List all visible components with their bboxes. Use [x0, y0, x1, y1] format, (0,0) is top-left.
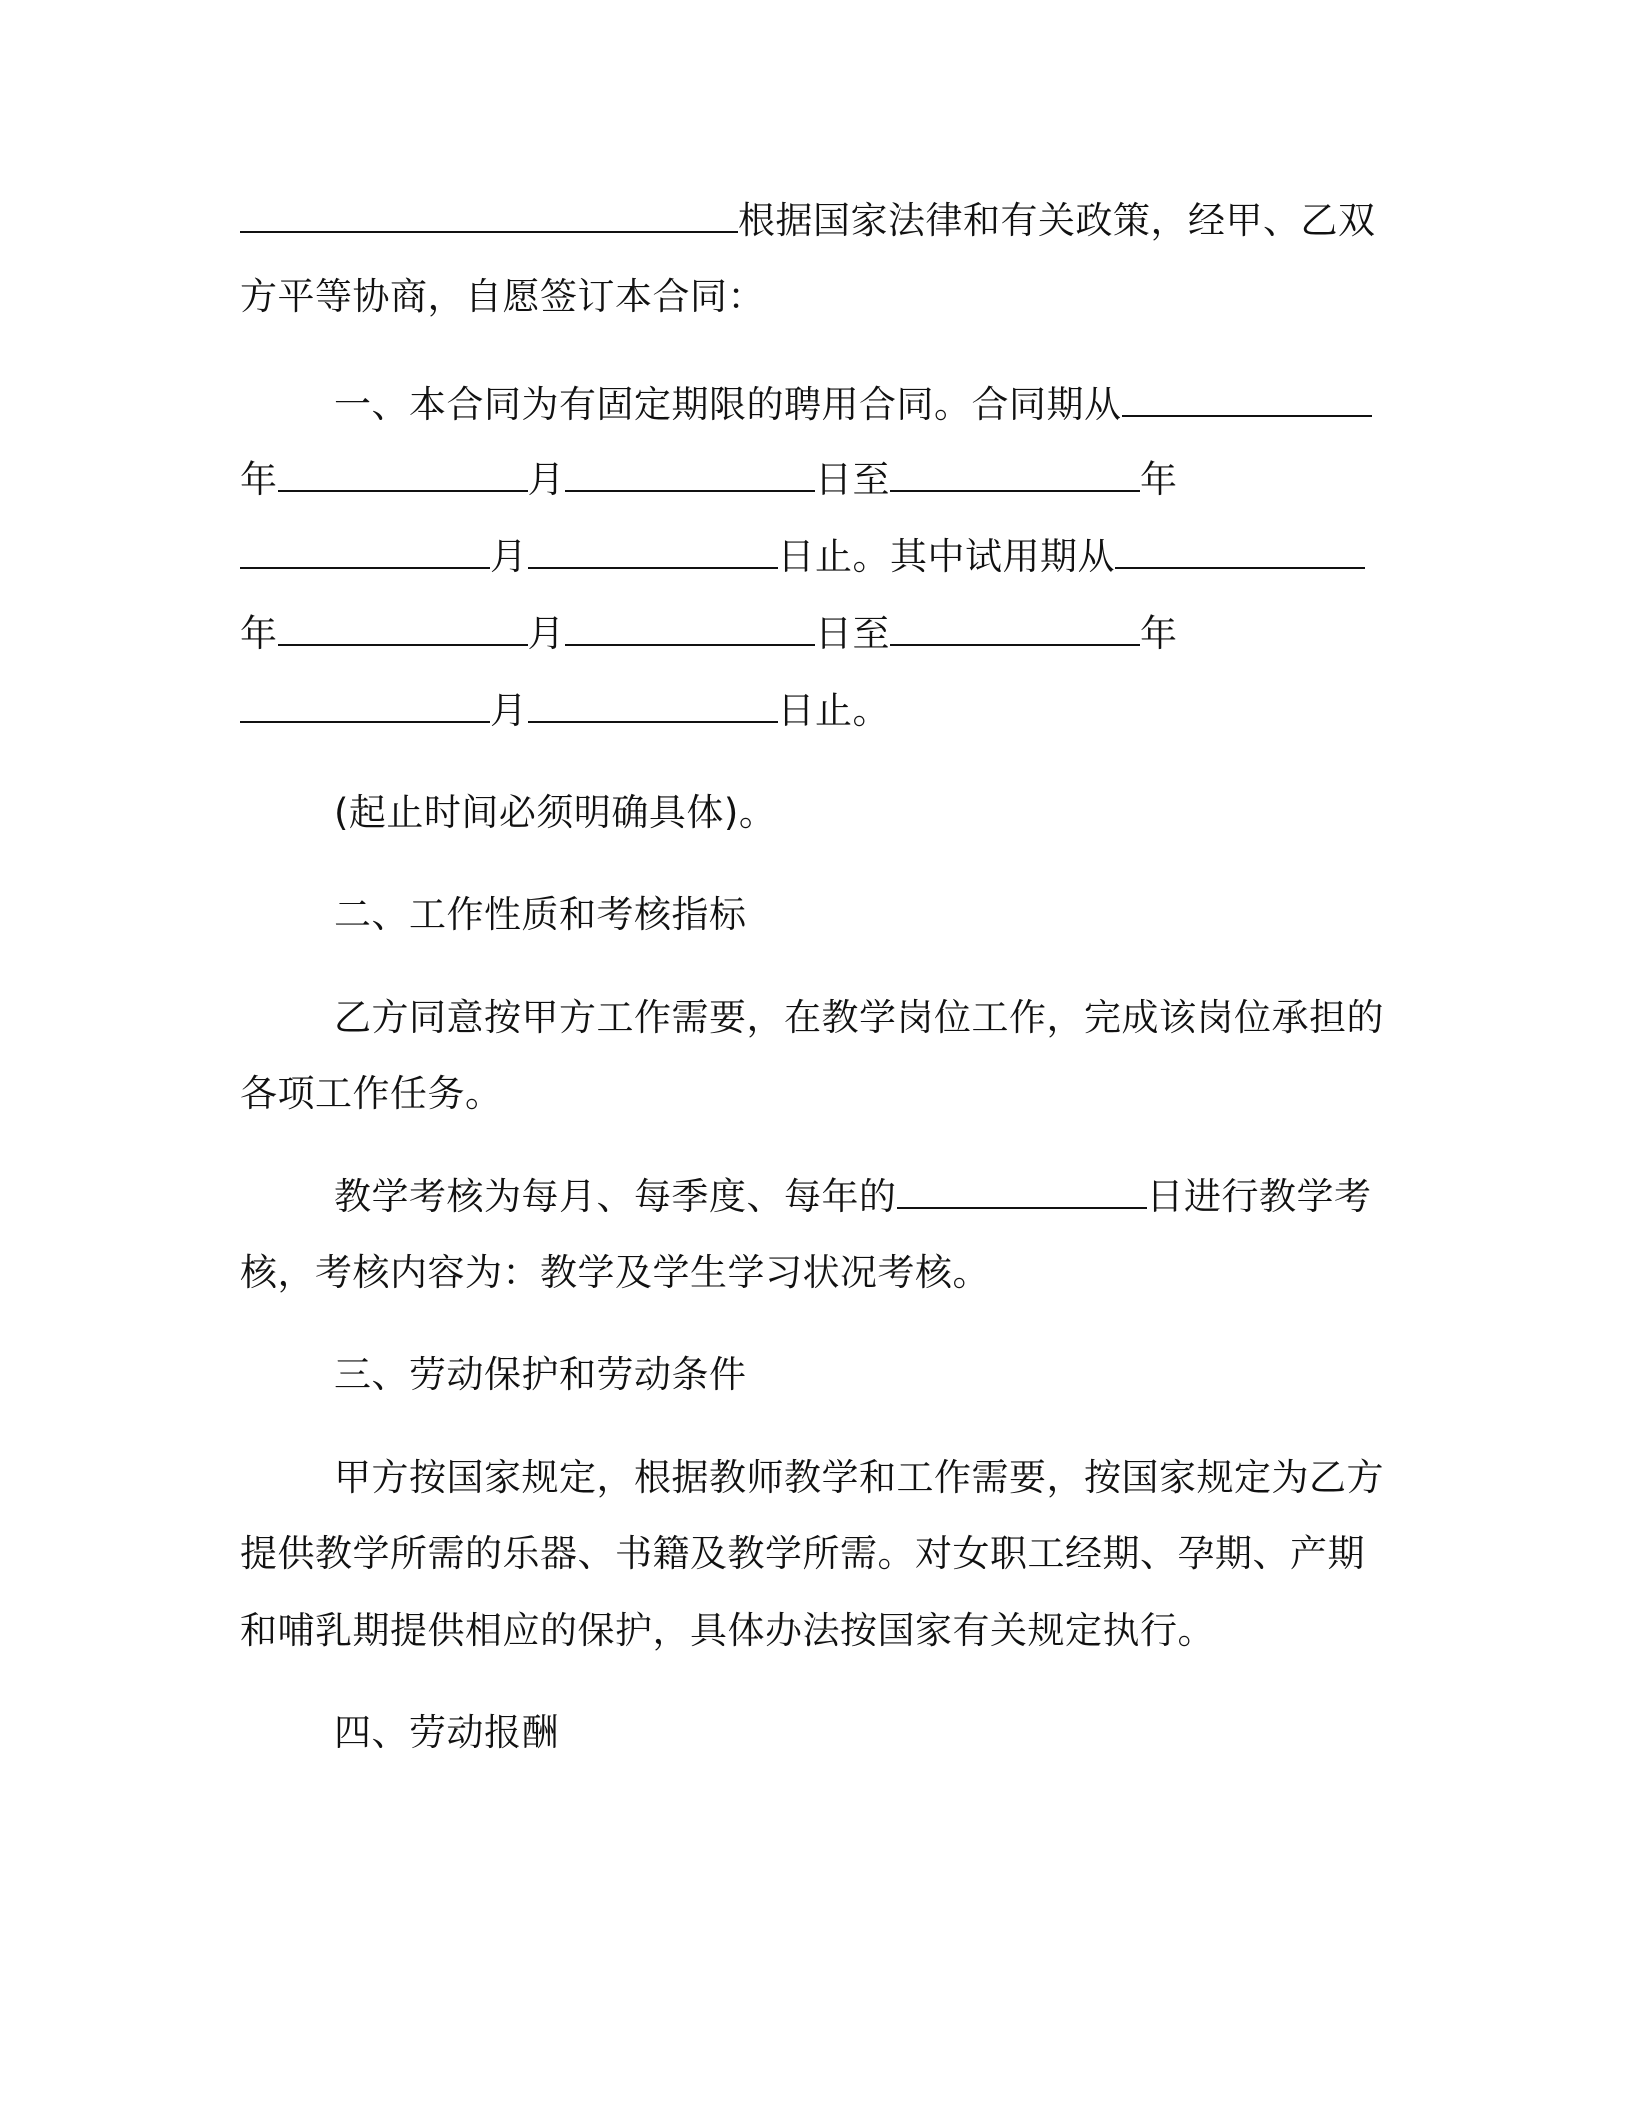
assessment-text-a: 教学考核为每月、每季度、每年的	[334, 1175, 897, 1218]
blank-field[interactable]	[565, 614, 815, 646]
section1-text: 一、本合同为有固定期限的聘用合同。合同期从	[334, 383, 1122, 426]
section2-p1-line-2: 各项工作任务。	[240, 1072, 503, 1115]
section4-heading: 四、劳动报酬	[334, 1711, 559, 1754]
blank-field[interactable]	[278, 614, 528, 646]
blank-field[interactable]	[528, 691, 778, 723]
blank-field[interactable]	[897, 1177, 1147, 1209]
section3-p1-line-2: 提供教学所需的乐器、书籍及教学所需。对女职工经期、孕期、产期	[240, 1532, 1365, 1575]
section3-p1-line-3: 和哺乳期提供相应的保护，具体办法按国家有关规定执行。	[240, 1609, 1215, 1652]
blank-field[interactable]	[565, 460, 815, 492]
day-to-label: 日至	[815, 458, 890, 501]
section1-line-2	[240, 455, 1178, 505]
section1-line-5	[240, 686, 890, 736]
month-label: 月	[490, 535, 528, 578]
year-label: 年	[240, 612, 278, 655]
section2-p1-line-1: 乙方同意按甲方工作需要，在教学岗位工作，完成该岗位承担的	[334, 996, 1384, 1039]
blank-field[interactable]	[890, 614, 1140, 646]
blank-field[interactable]	[240, 201, 738, 233]
day-to-label: 日至	[815, 612, 890, 655]
year-label: 年	[1140, 458, 1178, 501]
blank-field[interactable]	[528, 537, 778, 569]
month-label: 月	[527, 612, 565, 655]
section1-line-4	[240, 609, 1178, 659]
intro-line-1	[240, 196, 1376, 246]
assessment-text-b: 日进行教学考	[1146, 1175, 1372, 1218]
section3-heading: 三、劳动保护和劳动条件	[334, 1353, 747, 1396]
year-label: 年	[240, 458, 278, 501]
section2-p2-line-2: 核，考核内容为：教学及学生学习状况考核。	[240, 1251, 990, 1294]
day-end-label: 日止。	[777, 689, 890, 732]
intro-text-1: 根据国家法律和有关政策，经甲、乙双	[738, 199, 1376, 242]
blank-field[interactable]	[240, 691, 490, 723]
section2-p2-line-1	[334, 1172, 1372, 1222]
blank-field[interactable]	[278, 460, 528, 492]
blank-field[interactable]	[890, 460, 1140, 492]
blank-field[interactable]	[1122, 385, 1372, 417]
month-label: 月	[490, 689, 528, 732]
section1-line-1	[334, 380, 1372, 430]
section2-heading: 二、工作性质和考核指标	[334, 893, 747, 936]
month-label: 月	[527, 458, 565, 501]
year-label: 年	[1140, 612, 1178, 655]
blank-field[interactable]	[1115, 537, 1365, 569]
section1-note: (起止时间必须明确具体)。	[334, 791, 777, 834]
trial-text: 日止。其中试用期从	[777, 535, 1115, 578]
section1-line-3	[240, 532, 1365, 582]
intro-line-2: 方平等协商，自愿签订本合同：	[240, 275, 765, 318]
blank-field[interactable]	[240, 537, 490, 569]
section3-p1-line-1: 甲方按国家规定，根据教师教学和工作需要，按国家规定为乙方	[334, 1456, 1384, 1499]
